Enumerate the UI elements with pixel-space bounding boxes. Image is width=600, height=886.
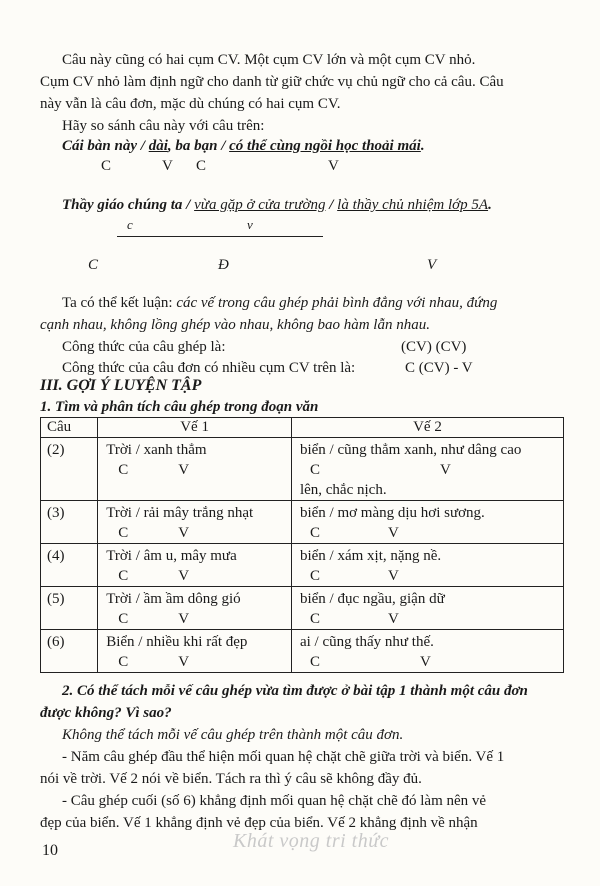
example-2-label-c: C — [88, 257, 99, 273]
example-2-label-v: V — [427, 257, 437, 273]
label-v: V — [387, 525, 399, 541]
label-v: V — [439, 462, 451, 478]
intro-line-4: Hãy so sánh câu này với câu trên: — [62, 118, 265, 134]
label-v: V — [178, 568, 190, 584]
label-c: C — [118, 462, 129, 478]
task-2-line-1: 2. Có thể tách mỗi vế câu ghép vừa tìm được ở bài tập 1 thành một câu đơn — [62, 683, 528, 699]
formula-2-label: Công thức của câu đơn có nhiều cụm CV trên là: — [62, 360, 356, 376]
example-2-underline — [117, 236, 323, 237]
ve-1-text: Trời / xanh thẳm — [106, 442, 207, 458]
table-row — [41, 438, 564, 501]
label-v: V — [387, 611, 399, 627]
header-ve-2: Vế 2 — [291, 418, 563, 438]
intro-line-2: Cụm CV nhỏ làm định ngữ cho danh từ giữ chức vụ chủ ngữ cho cả câu. Câu — [40, 74, 504, 90]
example-1-label-v2: V — [328, 158, 339, 174]
ve-2-text: ai / cũng thấy như thế. — [299, 634, 434, 650]
ve-2-continuation: lên, chắc nịch. — [299, 482, 387, 498]
conclusion-line-2: cạnh nhau, không lồng ghép vào nhau, không bao hàm lẫn nhau. — [40, 317, 430, 333]
row-number: (6) — [47, 634, 65, 650]
table-row — [41, 544, 564, 587]
example-2-label-d: Đ — [218, 257, 229, 273]
table-row — [41, 587, 564, 630]
table-header-row — [41, 418, 564, 438]
label-v: V — [419, 654, 431, 670]
row-number: (2) — [47, 442, 65, 458]
conclusion-line-1: Ta có thể kết luận: các vế trong câu ghép phải bình đẳng với nhau, đứng — [62, 295, 498, 311]
section-3-heading: III. GỢI Ý LUYỆN TẬP — [40, 377, 202, 394]
task-2-p1-line-1: - Năm câu ghép đầu thể hiện mối quan hệ chặt chẽ giữa trời và biển. Vế 1 — [62, 749, 505, 765]
label-v: V — [178, 462, 190, 478]
label-c: C — [309, 568, 320, 584]
task-2-p2-line-1: - Câu ghép cuối (số 6) khẳng định mối quan hệ chặt chẽ đó làm nên vẻ — [62, 793, 487, 809]
label-c: C — [118, 525, 129, 541]
task-2-line-2: được không? Vì sao? — [40, 705, 172, 721]
formula-1-label: Công thức của câu ghép là: — [62, 339, 226, 355]
example-1-label-v1: V — [162, 158, 173, 174]
example-1-label-c1: C — [101, 158, 112, 174]
table-row — [41, 501, 564, 544]
ve-2-text: biển / cũng thẳm xanh, như dâng cao — [299, 442, 522, 458]
label-c: C — [309, 611, 320, 627]
label-v: V — [387, 568, 399, 584]
ve-1-text: Trời / âm u, mây mưa — [106, 548, 237, 564]
row-number: (3) — [47, 505, 65, 521]
label-v: V — [178, 611, 190, 627]
ve-2-text: biển / đục ngầu, giận dữ — [299, 591, 445, 607]
intro-line-3: này vẫn là câu đơn, mặc dù chúng có hai cụm CV. — [40, 96, 341, 112]
ve-2-text: biển / xám xịt, nặng nề. — [299, 548, 442, 564]
label-c: C — [118, 611, 129, 627]
example-1-label-c2: C — [196, 158, 207, 174]
task-2-p1-line-2: nói về trời. Vế 2 nói về biển. Tách ra thì ý câu sẽ không đầy đủ. — [40, 771, 422, 787]
example-1-sentence: Cái bàn này / dài, ba bạn / có thể cùng ngồi học thoải mái. — [62, 138, 425, 154]
label-c: C — [309, 525, 320, 541]
formula-2-value: C (CV) - V — [405, 360, 473, 376]
label-c: C — [118, 568, 129, 584]
task-2-answer: Không thể tách mỗi vế câu ghép trên thành một câu đơn. — [62, 727, 404, 743]
ve-1-text: Trời / rải mây trắng nhạt — [106, 505, 254, 521]
label-c: C — [309, 654, 320, 670]
header-ve-1: Vế 1 — [98, 418, 292, 438]
table-row — [41, 630, 564, 673]
example-2-small-c: c — [127, 217, 133, 232]
label-c: C — [309, 462, 320, 478]
label-c: C — [118, 654, 129, 670]
label-v: V — [178, 525, 190, 541]
header-cau: Câu — [41, 418, 98, 438]
row-number: (5) — [47, 591, 65, 607]
row-number: (4) — [47, 548, 65, 564]
ve-1-text: Trời / ầm ầm dông gió — [106, 591, 241, 607]
example-2-sentence: Thầy giáo chúng ta / vừa gặp ở cửa trường / là thầy chủ nhiệm lớp 5A. — [62, 197, 492, 213]
example-2-small-v: v — [247, 217, 253, 232]
page-number: 10 — [42, 842, 58, 859]
task-2-p2-line-2: đẹp của biển. Vế 1 khẳng định vẻ đẹp của biển. Vế 2 khẳng định về nhận — [40, 815, 478, 831]
task-1-heading: 1. Tìm và phân tích câu ghép trong đoạn văn — [40, 399, 319, 415]
formula-1-value: (CV) (CV) — [401, 339, 467, 355]
ve-1-text: Biển / nhiều khi rất đẹp — [106, 634, 248, 650]
intro-line-1: Câu này cũng có hai cụm CV. Một cụm CV lớn và một cụm CV nhỏ. — [62, 52, 476, 68]
watermark: Khát vọng tri thức — [233, 830, 390, 852]
label-v: V — [178, 654, 190, 670]
analysis-table — [40, 417, 564, 673]
ve-2-text: biển / mơ màng dịu hơi sương. — [299, 505, 485, 521]
